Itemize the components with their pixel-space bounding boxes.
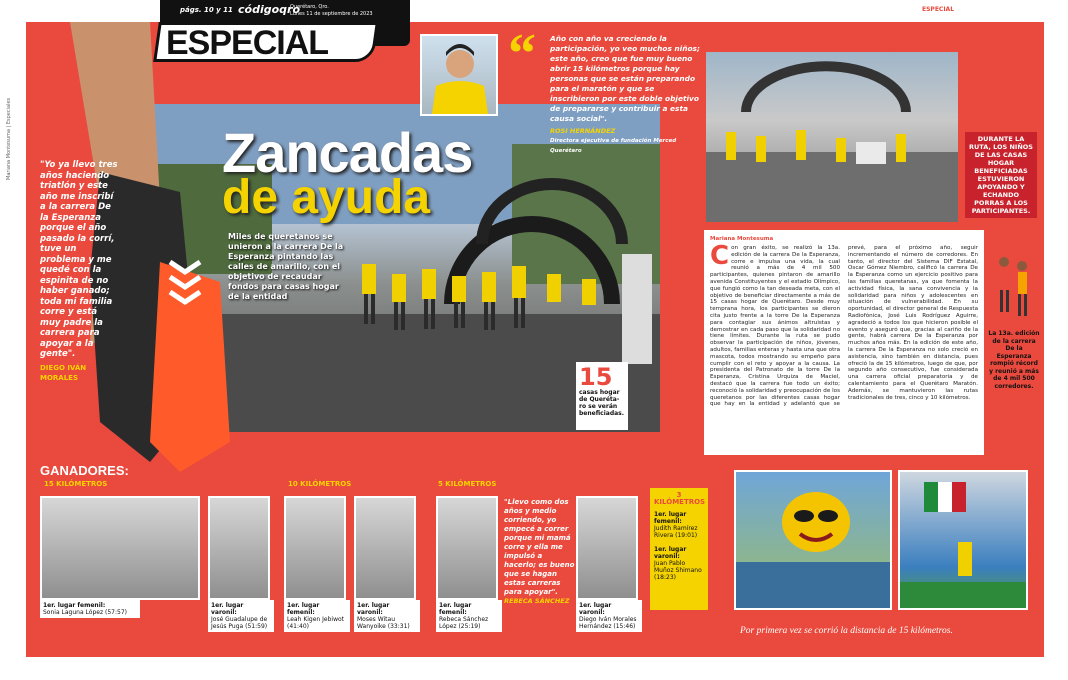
route-photo	[706, 52, 958, 222]
km3-women-role: 1er. lugar femenil:	[654, 511, 687, 525]
winner-name: Sonia Laguna López (57:57)	[43, 609, 127, 616]
runners-icon	[990, 252, 1038, 322]
logo-right: códigoqro	[958, 2, 1026, 16]
top-quote	[550, 34, 700, 156]
quote-mark-icon: “	[508, 23, 536, 85]
flag-photo	[898, 470, 1028, 610]
left-quote-text: "Yo ya llevo tres años haciendo triatlón y este año me inscribí a la carrera De la Esperanza porque el año pasado la corrí, tuve un problema y me quedé con la espinita de no haber ganado; toda mi familia corre y está muy padre la carrera para apoyar a la gente".	[40, 160, 118, 359]
winner-name: Rebeca Sánchez López (25:19)	[439, 616, 489, 630]
winner-label: 1er. lugar femenil: Leah Kigen Jebiwot (41:40)	[284, 600, 350, 632]
logo: códigoqro	[238, 3, 301, 16]
winner-label: 1er. lugar femenil: Sonia Laguna López (57:57)	[40, 600, 140, 618]
winner-name: Moses Witau Wanyoike (33:31)	[357, 616, 410, 630]
km3-women-name: Judith Ramírez Rivera (19:01)	[654, 525, 698, 539]
winner-name: Diego Iván Morales Hernández (15:46)	[579, 616, 637, 630]
runner-quote-text: "Llevo como dos años y medio corriendo, yo empecé a correr porque mi mamá corre y ella me impulsó a hacerlo; es bueno que se hagan estas carreras para apoyar".	[504, 498, 575, 596]
winner-label: 1er. lugar varonil: Diego Iván Morales Hernández (15:46)	[576, 600, 642, 632]
side-caption: La 13a. edición de la carrera De la Esperanza rompió récord y reunió a más de 4 mil 500 corredores.	[988, 330, 1040, 390]
beneficiaries-badge	[576, 362, 628, 430]
mascot-scene	[736, 472, 890, 608]
category-5km: 5 KILÓMETROS	[438, 480, 497, 488]
km3-men-name: Juan Pablo Muñoz Shimano (18:23)	[654, 560, 702, 581]
winner-label: 1er. lugar varonil: José Guadalupe de Jesús Puga (51:59)	[208, 600, 274, 632]
runner-quote	[504, 498, 576, 606]
winner-photo-10km-women	[284, 496, 346, 600]
header-date-right: Querétaro, Qro. lunes 11 de septiembre de 2023	[780, 6, 902, 12]
badge-number: 15	[579, 363, 613, 391]
left-quote-author: DIEGO IVÁN MORALES	[40, 363, 87, 382]
winner-label: 1er. lugar femenil: Rebeca Sánchez López (25:19)	[436, 600, 502, 632]
left-quote	[40, 160, 118, 384]
flag-scene	[900, 472, 1026, 608]
runner-quote-author: REBECA SÁNCHEZ	[504, 597, 570, 605]
km3-men-role: 1er. lugar varonil:	[654, 546, 687, 560]
winner-name: José Guadalupe de Jesús Puga (51:59)	[211, 616, 268, 630]
winner-name: Leah Kigen Jebiwot (41:40)	[287, 616, 344, 630]
category-10km: 10 KILÓMETROS	[288, 480, 352, 488]
quote-portrait	[420, 34, 498, 116]
winner-photo-15km-women	[40, 496, 200, 600]
section-title: ESPECIAL	[166, 24, 329, 62]
top-quote-role: Directora ejecutiva de fundación Merced Querétaro	[550, 138, 677, 154]
drop-cap: C	[710, 241, 730, 271]
top-quote-author: ROSI HERNÁNDEZ	[550, 127, 616, 135]
winner-label: 1er. lugar varonil: Moses Witau Wanyoike (33:31)	[354, 600, 420, 632]
badge-text: casas hogar de Queréta-ro se verán beneficiadas.	[579, 389, 625, 417]
winner-photo-15km-men	[208, 496, 270, 600]
route-scene	[706, 52, 958, 222]
km3-box	[650, 488, 708, 610]
photo-credit: Mariana Montesuma | Especiales	[6, 97, 12, 180]
winner-photo-5km-women	[436, 496, 498, 600]
top-quote-text: Año con año va creciendo la participación, yo veo muchos niños; este año, creo que fue muy bueno abrir 15 kilómetros porque hay personas que se están preparando para el maratón y que se inscribieron por este doble objetivo de prepararse y contribuir a esta causa social".	[550, 34, 700, 123]
route-caption: DURANTE LA RUTA, LOS NIÑOS DE LAS CASAS HOGAR BENEFICIADAS ESTUVIERON APOYANDO Y ECHANDO PORRAS A LOS PARTICIPANTES.	[965, 132, 1037, 218]
bottom-caption: Por primera vez se corrió la distancia de 15 kilómetros.	[740, 626, 953, 636]
km3-heading: 3 KILÓMETROS	[654, 491, 706, 506]
winner-photo-10km-men	[354, 496, 416, 600]
page-numbers: págs. 10 y 11	[180, 6, 233, 14]
article-text: on gran éxito, se realizó la 13a. edición de la carrera De la Esperanza, corre e impulsa una vida, la cual reunió a más de 4 mil 500 participantes, quienes pintaron de amarillo avenida Constituyentes y el estadio Olímpico, que fungió como la tan deseada meta, con el objetivo de beneficiar directamente a más de 15 casas hogar de Querétaro. Desde muy temprana hora, los participantes se dieron cita justo frente a la torre De la Esperanza para contagiar sus ánimos altruistas y demostrar en cada paso que la solidaridad no tiene límites. Durante la ruta se pudo observar la participación de niños, jóvenes, adultos, familias enteras y hasta una que otra mascota, todos mostrando su empeño para cumplir con el reto y apoyar a la causa. La presidenta del Patronato de la torre De la Esperanza, Cristina Urquiza de Maciel, destacó que la carrera fue todo un éxito; reconoció la solidaridad y preocupación de los queretanos por las diferentes casas hogar que hay en la entidad y adelantó que se prevé, para el próximo año, seguir incrementando el número de corredores. En tanto, el director del Sistema DIF Estatal, Oscar Gómez Niembro, calificó la carrera De la Esperanza como un ejercicio positivo para las familias queretanas, ya que fomenta la actividad física, la sana convivencia y la solidaridad para niños y adolescentes en situación de vulnerabilidad. En su oportunidad, el director general de Respuesta Radiofónica, José Luis Rodríguez Aguirre, agradeció a todos los que hicieron posible el evento y aseguró que, gracias al cariño de la gente, habrá carrera De la Esperanza por muchos años más. En la edición de este año, la carrera De la Esperanza no solo creció en asistencia, sino también en distancia, pues ofreció la de 15 kilómetros, luego de que, por segundo año consecutivo, fue considerada una carrera oficial preparatoria y de calentamiento para el Querétaro Maratón. Además, se mantuvieron las rutas tradicionales de tres, cinco y 10 kilómetros.	[710, 245, 978, 408]
header-date: Querétaro, Qro. Lunes 11 de septiembre de 2023	[290, 4, 373, 17]
section-tag: ESPECIAL	[917, 5, 959, 14]
headline-line2: de ayuda	[222, 171, 431, 224]
winners-heading: GANADORES:	[40, 463, 129, 478]
article-body	[704, 230, 984, 455]
lede: Miles de queretanos se unieron a la carrera De la Esperanza pintando las calles de amarillo, con el objetivo de recaudar fondos para casas hogar de la entidad	[228, 232, 344, 301]
headline-line1: Zancadas	[222, 121, 473, 184]
winner-photo-5km-men	[576, 496, 638, 600]
category-15km: 15 KILÓMETROS	[44, 480, 108, 488]
byline: Mariana Montesuma	[710, 236, 774, 242]
portrait-figure	[422, 36, 496, 114]
mascot-photo	[734, 470, 892, 610]
